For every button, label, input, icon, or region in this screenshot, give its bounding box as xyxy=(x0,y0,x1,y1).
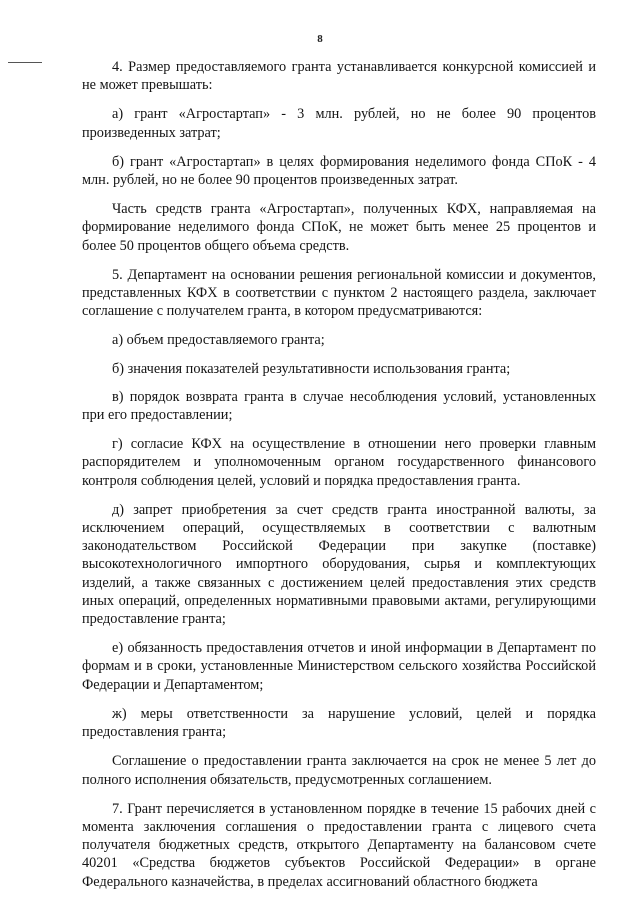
paragraph-item-5: 5. Департамент на основании решения региональной комиссии и документов, представленных КФХ в соответствии с пунктом 2 настоящего раздела, заключает соглашение с получателем гранта, в котором предусматриваются: xyxy=(82,266,596,320)
paragraph-item-4: 4. Размер предоставляемого гранта устанавливается конкурсной комиссией и не может превышать: xyxy=(82,59,596,94)
paragraph-subitem-g-consent: г) согласие КФХ на осуществление в отношении него проверки главным распорядителем и уполномоченным органом государственного финансового контроля соблюдения целей, условий и порядка предоставления гранта. xyxy=(82,436,596,489)
page-number: 8 xyxy=(317,33,323,45)
document-body xyxy=(82,58,596,902)
paragraph-subitem-zh-liability: ж) меры ответственности за нарушение условий, целей и порядка предоставления гранта; xyxy=(82,705,596,741)
paragraph-item-7: 7. Грант перечисляется в установленном порядке в течение 15 рабочих дней с момента заключения соглашения о предоставлении гранта с лицевого счета получателя бюджетных средств, открытого Департаменту на балансовом счете 40201 «Средства бюджетов субъектов Российской Федерации» в органе Федерального казначейства, в пределах ассигнований областного бюджета xyxy=(82,800,596,890)
paragraph-subitem-b-indicators: б) значения показателей результативности использования гранта; xyxy=(112,360,511,377)
paragraph-grant-share: Часть средств гранта «Агростартап», полученных КФХ, направляемая на формирование неделимого фонда СПоК, не может быть менее 25 процентов и более 50 процентов общего объема средств. xyxy=(82,201,596,254)
paragraph-subitem-d-currency: д) запрет приобретения за счет средств гранта иностранной валюты, за исключением операций, осуществляемых в соответствии с валютным законодательством Российской Федерации при закупке (поставке) высокотехнологичного импортного оборудования, сырья и комплектующих изделий, а также связанных с достижением целей предоставления этих средств иных операций, определенных нормативными правовыми актами, регулирующими предоставление гранта; xyxy=(82,501,596,628)
paragraph-subitem-v-return: в) порядок возврата гранта в случае несоблюдения условий, установленных при его предоставлении; xyxy=(82,388,596,424)
paragraph-subitem-a-volume: а) объем предоставляемого гранта; xyxy=(112,332,325,349)
paragraph-agreement-term: Соглашение о предоставлении гранта заключается на срок не менее 5 лет до полного исполнения обязательств, предусмотренных соглашением. xyxy=(82,753,596,788)
margin-mark xyxy=(8,62,42,63)
paragraph-subitem-b-agrostartup-spok: б) грант «Агростартап» в целях формирования неделимого фонда СПоК - 4 млн. рублей, но не более 90 процентов произведенных затрат. xyxy=(82,153,596,189)
paragraph-subitem-a-agrostartup: а) грант «Агростартап» - 3 млн. рублей, но не более 90 процентов произведенных затрат; xyxy=(82,106,596,141)
paragraph-subitem-e-reports: е) обязанность предоставления отчетов и иной информации в Департамент по формам и в сроки, установленные Министерством сельского хозяйства Российской Федерации и Департаментом; xyxy=(82,640,596,693)
